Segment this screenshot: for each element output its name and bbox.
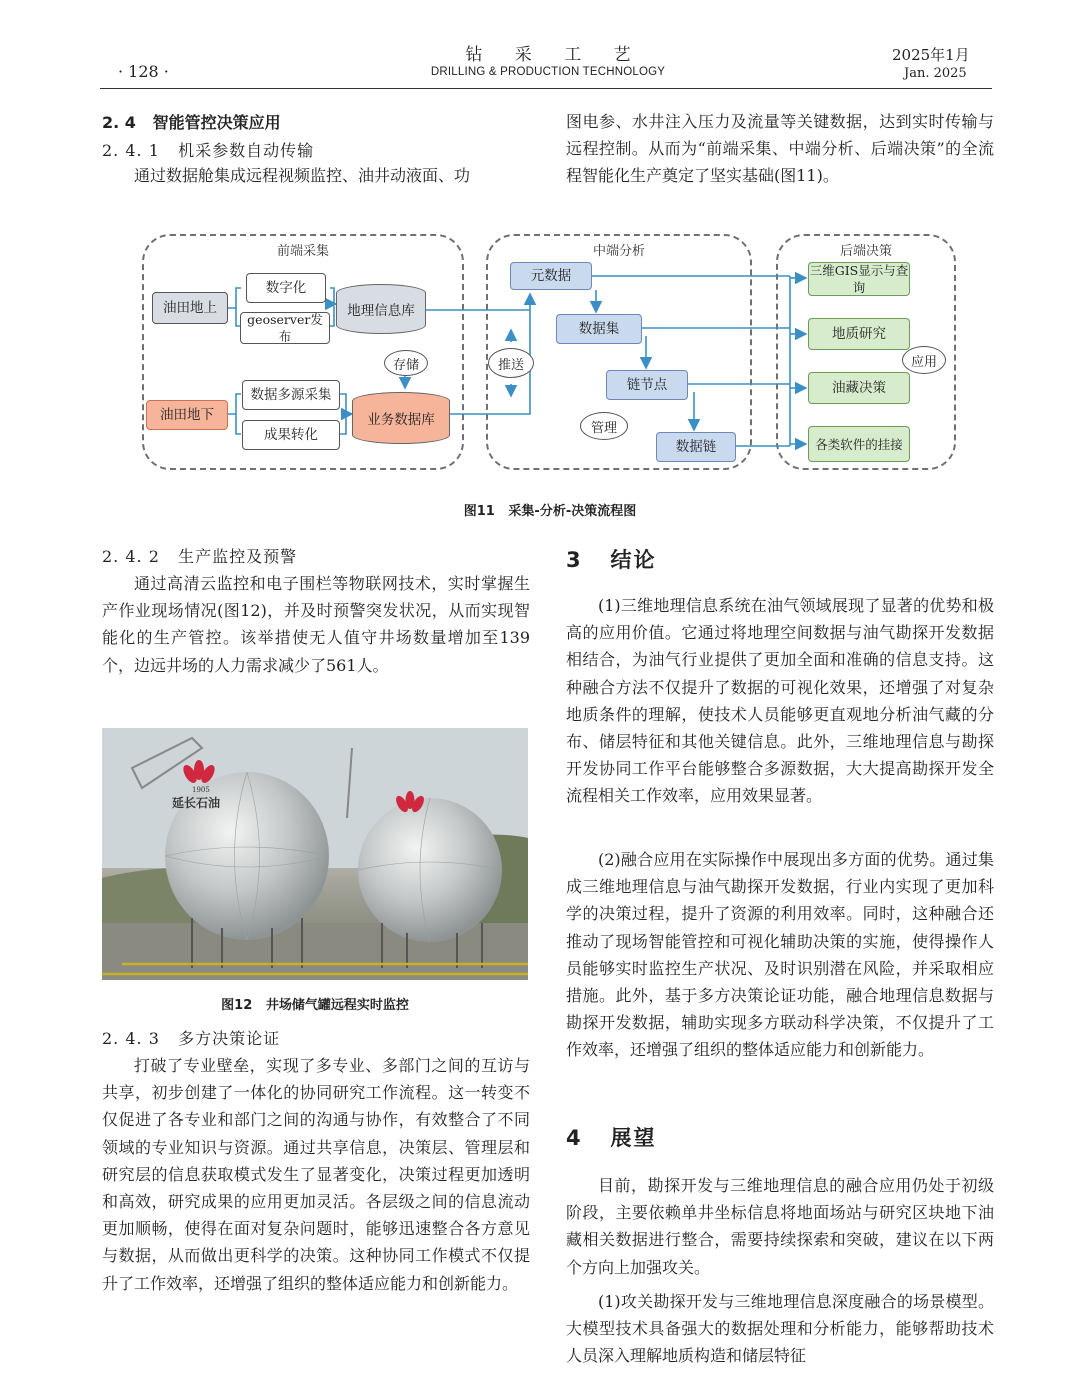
dataset-box: 数据集: [556, 314, 642, 344]
metadata-box: 元数据: [510, 262, 592, 290]
oilfield-underground-box: 油田地下: [146, 400, 228, 430]
tank-logo-text: 延长石油: [172, 796, 221, 810]
journal-title-cn: 钻 采 工 艺: [465, 45, 631, 65]
section-2-4-1-paragraph: 通过数据舱集成远程视频监控、油井动液面、功: [134, 166, 471, 185]
issue-date-en: Jan. 2025: [904, 66, 967, 81]
data-chain-box: 数据链: [656, 432, 736, 462]
figure-11-caption: 图11 采集-分析-决策流程图: [463, 504, 637, 519]
chain-node-box: 链节点: [606, 370, 688, 400]
issue-date-cn: 2025年1月: [892, 46, 970, 64]
geoserver-publish-box: geoserver发布: [240, 312, 330, 344]
geology-research-box: 地质研究: [808, 318, 910, 350]
section-3-paragraph-1: (1)三维地理信息系统在油气领域展现了显著的优势和极高的应用价值。它通过将地理空间数据与油气勘探开发数据相结合，为油气行业提供了更加全面和准确的信息支持。这种融合方法不仅提升了数据的可视化效果，还增强了对复杂地质条件的理解，使技术人员能够更直观地分析油气藏的分布、储层特征和其他关键信息。此外，三维地理信息与勘探开发协同工作平台能够整合多源数据，大大提高勘探开发全流程相关工作效率，应用效果显著。: [566, 596, 994, 806]
group-front-end-title: 前端采集: [276, 244, 329, 259]
journal-title-en: DRILLING & PRODUCTION TECHNOLOGY: [430, 66, 666, 78]
section-4-paragraph-2: (1)攻关勘探开发与三维地理信息深度融合的场景模型。大模型技术具备强大的数据处理和分析能力，能够帮助技术人员深入理解地质构造和储层特征: [566, 1292, 994, 1366]
gas-tank-photo-drawing: [102, 728, 528, 980]
page-number: · 128 ·: [118, 62, 169, 81]
group-middle-title: 中端分析: [592, 244, 645, 259]
figure-11-diagram: [0, 0, 1080, 480]
section-2-4-1-title: 2. 4. 1 机采参数自动传输: [102, 141, 315, 160]
section-2-4-3-paragraph: 打破了专业壁垒，实现了多专业、多部门之间的互访与共享，初步创建了一体化的协同研究工作流程。这一转变不仅促进了各专业和部门之间的沟通与协作，有效整合了不同领域的专业知识与资源。通过共享信息，决策层、管理层和研究层的信息获取模式发生了显著变化，决策过程更加透明和高效，研究成果的应用更加灵活。各层级之间的信息流动更加顺畅，使得在面对复杂问题时，能够迅速整合各方意见与数据，从而做出更科学的决策。这种协同工作模式不仅提升了工作效率，还增强了组织的整体适应能力和创新能力。: [102, 1056, 530, 1293]
push-label: 推送: [488, 348, 534, 378]
reservoir-decision-box: 油藏决策: [808, 372, 910, 404]
section-2-4-2-paragraph: 通过高清云监控和电子围栏等物联网技术，实时掌握生产作业现场情况(图12)，并及时预警突发状况，从而实现智能化的生产管控。该举措使无人值守井场数量增加至139个，边远井场的人力需求减少了561人。: [102, 574, 530, 675]
apply-label: 应用: [902, 346, 946, 374]
store-label: 存储: [384, 350, 428, 376]
software-mount-box: 各类软件的挂接: [808, 426, 910, 462]
section-2-4-3-title: 2. 4. 3 多方决策论证: [102, 1029, 281, 1048]
section-2-4-2-title: 2. 4. 2 生产监控及预警: [102, 547, 298, 566]
section-2-4-title: 2. 4 智能管控决策应用: [102, 113, 281, 132]
figure-12-caption: 图12 井场储气罐远程实时监控: [221, 998, 409, 1013]
intro-continued-paragraph: 图电参、水井注入压力及流量等关键数据，达到实时传输与远程控制。从而为“前端采集、中端分析、后端决策”的全流程智能化生产奠定了坚实基础(图11)。: [566, 112, 994, 186]
section-4-title: 4 展望: [566, 1126, 657, 1150]
business-database-cylinder: 业务数据库: [352, 392, 450, 444]
multisource-collect-box: 数据多源采集: [242, 380, 340, 410]
section-3-paragraph-2: (2)融合应用在实际操作中展现出多方面的优势。通过集成三维地理信息与油气勘探开发数据，行业内实现了更加科学的决策过程，提升了资源的利用效率。同时，这种融合还推动了现场智能管控和可视化辅助决策的实施，使得操作人员能够实时监控生产状况、及时识别潜在风险，并采取相应措施。此外，基于多方决策论证功能，融合地理信息数据与勘探开发数据，辅助实现多方联动科学决策，不仅提升了工作效率，还增强了组织的整体适应能力和创新能力。: [566, 850, 994, 1060]
section-3-title: 3 结论: [566, 548, 657, 572]
result-convert-box: 成果转化: [242, 420, 340, 450]
section-4-paragraph-1: 目前，勘探开发与三维地理信息的融合应用仍处于初级阶段，主要依赖单井坐标信息将地面场站与研究区块地下油藏相关数据进行整合，需要持续探索和突破，建议在以下两个方向上加强攻关。: [566, 1176, 994, 1277]
manage-label: 管理: [580, 412, 628, 440]
gas-tank-photo: [102, 728, 528, 980]
geo-database-cylinder: 地理信息库: [336, 284, 426, 334]
group-back-end-title: 后端决策: [839, 244, 892, 259]
digitize-box: 数字化: [246, 273, 326, 303]
oilfield-surface-box: 油田地上: [152, 292, 228, 324]
gis-display-box: 三维GIS显示与查询: [809, 263, 909, 295]
tank-logo-year: 1905: [192, 786, 210, 794]
